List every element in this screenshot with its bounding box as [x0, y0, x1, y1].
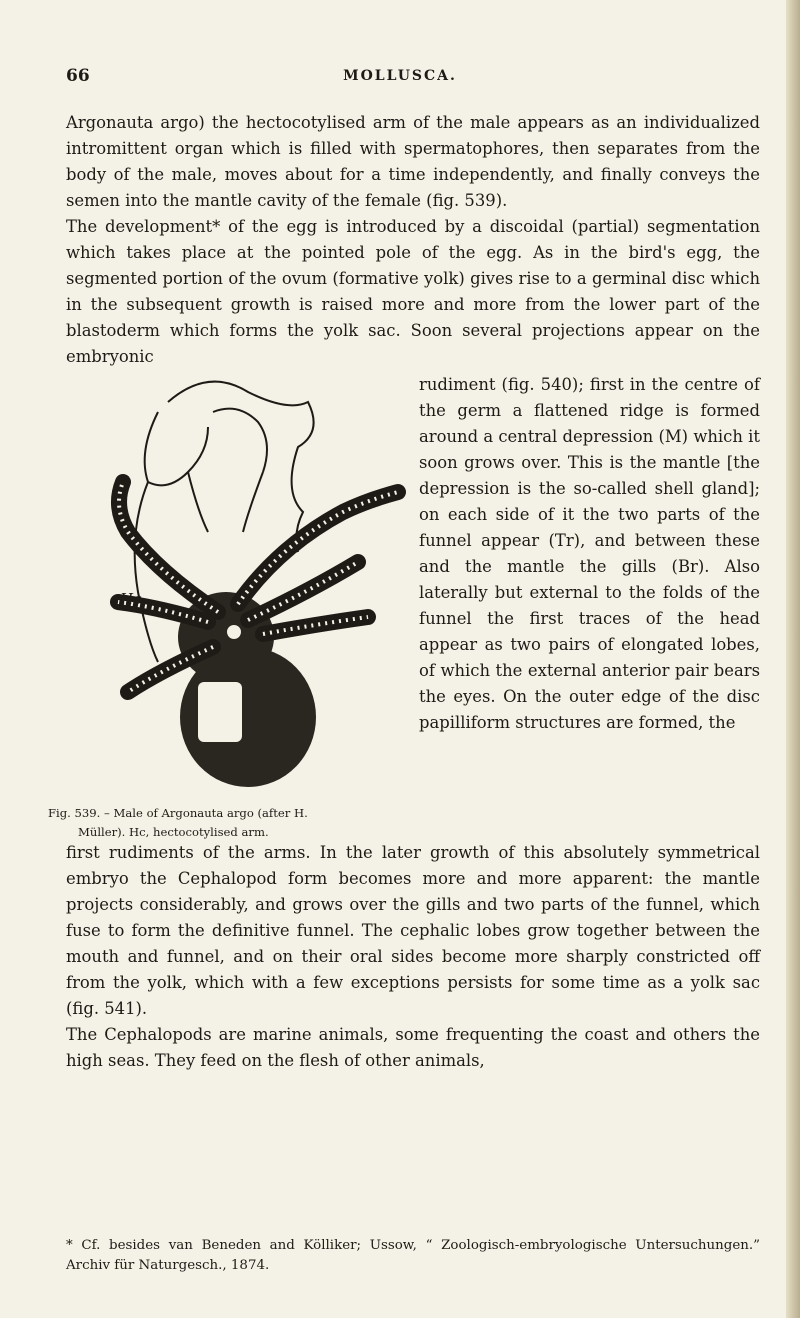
figure-caption [48, 804, 418, 842]
paragraph-continued: first rudiments of the arms. In the later growth of this absolutely symmetrical embryo the Cephalopod form becomes more and more apparent: the mantle projects considerably, and grows over the gills and two parts of the funnel, which fuse to form the definitive funnel. The cephalic lobes grow together between the mouth and funnel, and on their oral sides become more sharply constricted off from the yolk, which with a few exceptions persists for some time as a yolk sac (fig. 541). [66, 843, 760, 1018]
caption-line-1: Fig. 539. – Male of Argonauta argo (after H. [48, 806, 308, 820]
body-text-top [66, 110, 760, 370]
figure-label-hc: Hc [120, 590, 142, 608]
paragraph-2: The development* of the egg is introduced by a discoidal (partial) segmentation which takes place at the pointed pole of the egg. As in the bird's egg, the segmented portion of the ovum (formative yolk) gives rise to a germinal disc which in the subsequent growth is raised more and more from the lower part of the blastoderm which forms the yolk sac. Soon several projections appear on the embryonic [66, 217, 760, 366]
running-title: MOLLUSCA. [343, 68, 457, 84]
paragraph-1: Argonauta argo) the hectocotylised arm of the male appears as an individualized intromittent organ which is filled with spermatophores, then separates from the body of the male, moves about for a time independently, and finally conveys the semen into the mantle cavity of the female (fig. 539). [66, 113, 760, 210]
wrapped-text: rudiment (fig. 540); first in the centre of the germ a flattened ridge is formed around a central depression (M) which it soon grows over. This is the mantle [the depression is the so-called shell gland]; on each side of it the two parts of the funnel appear (Tr), and between these and the mantle the gills (Br). Also laterally but external to the folds of the funnel the first traces of the head appear as two pairs of elongated lobes, of which the external anterior pair bears the eyes. On the outer edge of the disc papilliform structures are formed, the [419, 375, 760, 732]
caption-line-2: Müller). Hc, hectocotylised arm. [78, 825, 269, 839]
footnote: * Cf. besides van Beneden and Kölliker; Ussow, “ Zoologisch-embryologische Untersuchungen.” Archiv für Naturgesch., 1874. [66, 1238, 760, 1273]
page-edge [786, 0, 800, 1318]
argonauta-figure [98, 372, 414, 792]
page-number: 66 [66, 66, 90, 86]
body-text-bottom [66, 840, 760, 1074]
paragraph-3: The Cephalopods are marine animals, some frequenting the coast and others the high seas. They feed on the flesh of other animals, [66, 1025, 760, 1070]
